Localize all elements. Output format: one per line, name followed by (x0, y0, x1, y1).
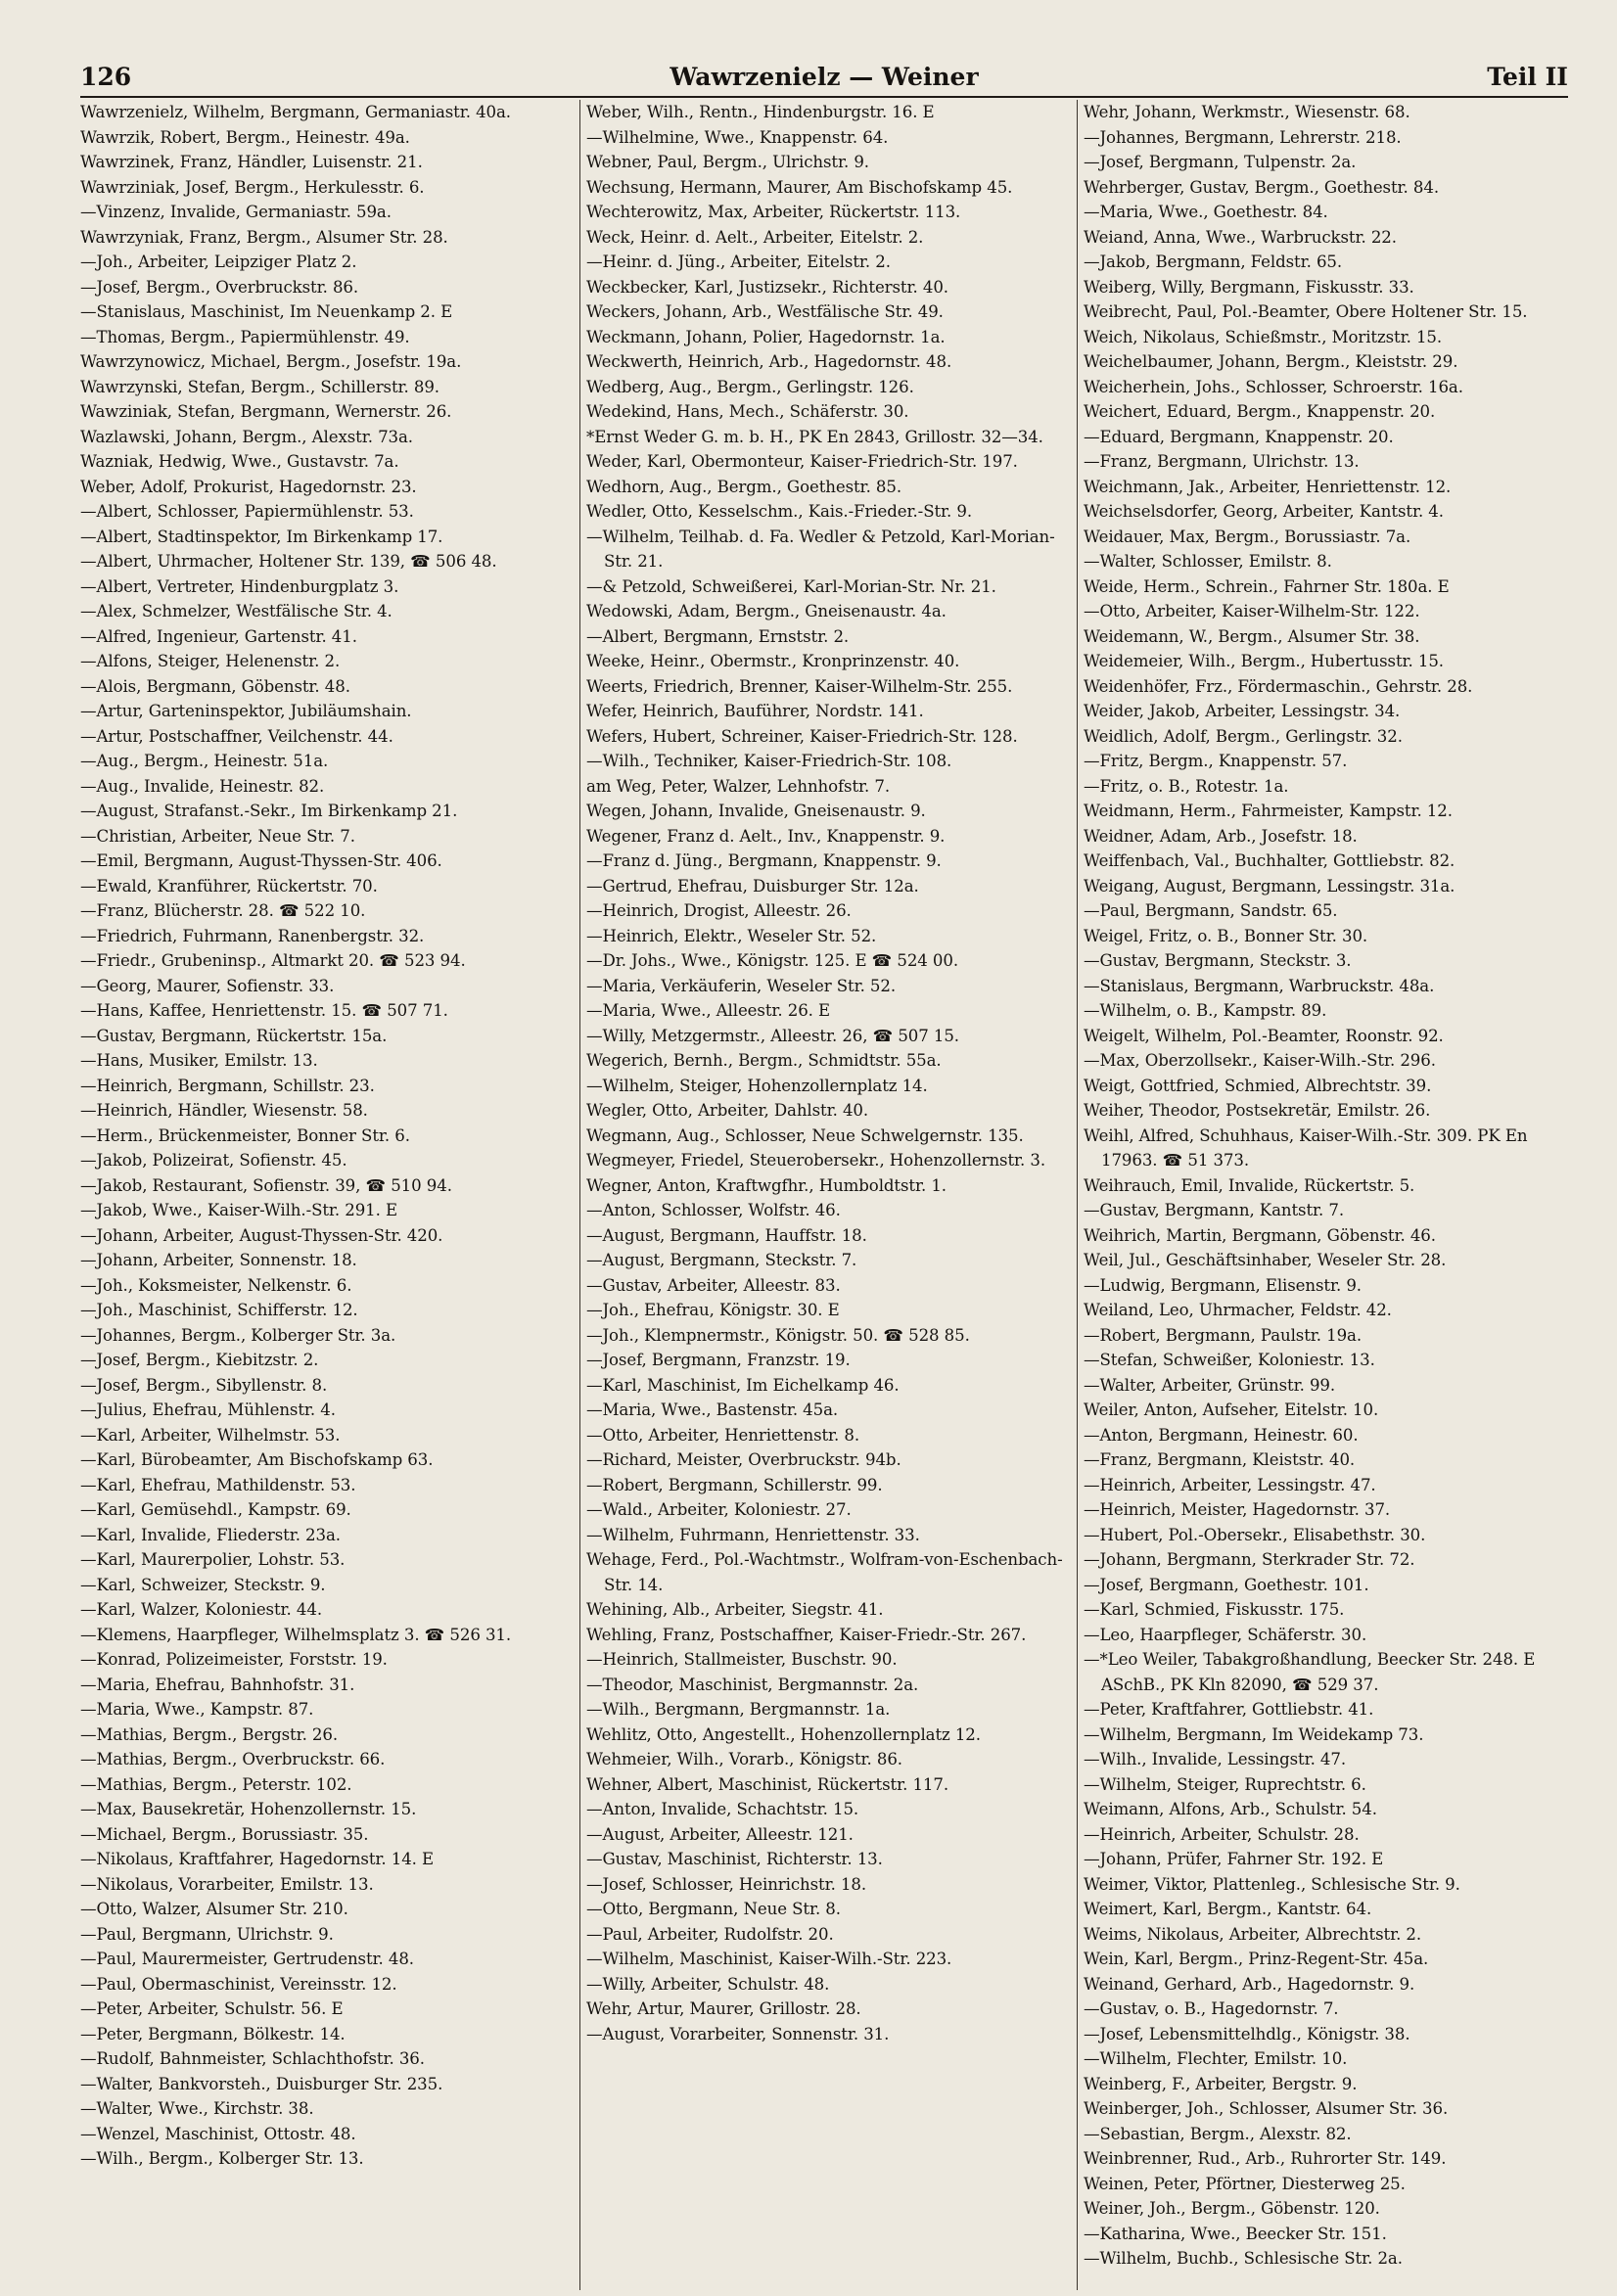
directory-entry: —Heinrich, Drogist, Alleestr. 26. (586, 901, 852, 920)
directory-entry: Weims, Nikolaus, Arbeiter, Albrechtstr. 2. (1084, 1924, 1422, 1944)
directory-entry: —Max, Oberzollsekr., Kaiser-Wilh.-Str. 296. (1084, 1051, 1436, 1070)
directory-entry: Wehlitz, Otto, Angestellt., Hohenzollernplatz 12. (586, 1724, 981, 1744)
directory-entry: —Ludwig, Bergmann, Elisenstr. 9. (1084, 1275, 1362, 1295)
directory-entry: —Johann, Arbeiter, August-Thyssen-Str. 420. (80, 1225, 443, 1245)
directory-entry: —Gertrud, Ehefrau, Duisburger Str. 12a. (586, 876, 919, 895)
directory-entry: Weiffenbach, Val., Buchhalter, Gottliebstr. 82. (1084, 851, 1455, 870)
directory-entry: Weidmann, Herm., Fahrmeister, Kampstr. 12. (1084, 802, 1453, 820)
directory-entry: —Maria, Wwe., Goethestr. 84. (1084, 203, 1328, 221)
directory-entry: Weder, Karl, Obermonteur, Kaiser-Friedrich-Str. 197. (586, 452, 1018, 471)
directory-entry: —Anton, Bergmann, Heinestr. 60. (1084, 1425, 1359, 1445)
directory-entry: —Gustav, Bergmann, Steckstr. 3. (1084, 951, 1352, 970)
directory-entry: —Otto, Walzer, Alsumer Str. 210. (80, 1900, 348, 1918)
directory-entry: —Karl, Arbeiter, Wilhelmstr. 53. (80, 1425, 341, 1445)
directory-entry: Wehling, Franz, Postschaffner, Kaiser-Friedr.-Str. 267. (586, 1625, 1027, 1644)
directory-entry: —Heinrich, Händler, Wiesenstr. 58. (80, 1101, 368, 1120)
directory-entry: Wehage, Ferd., Pol.-Wachtmstr., Wolfram-von-Eschenbach-Str. 14. (586, 1550, 1063, 1594)
directory-entry: Weber, Adolf, Prokurist, Hagedornstr. 23. (80, 477, 417, 496)
directory-entry: Wedler, Otto, Kesselschm., Kais.-Frieder.-Str. 9. (586, 502, 973, 521)
directory-entry: Wefers, Hubert, Schreiner, Kaiser-Friedrich-Str. 128. (586, 726, 1018, 746)
directory-entry: —Alfred, Ingenieur, Gartenstr. 41. (80, 626, 357, 646)
directory-entry: —Artur, Garteninspektor, Jubiläumshain. (80, 702, 412, 720)
directory-entry: Weckwerth, Heinrich, Arb., Hagedornstr. 48. (586, 352, 952, 371)
running-title: Wawrzenielz — Weiner (670, 63, 979, 91)
directory-entry: —Otto, Arbeiter, Kaiser-Wilhelm-Str. 122. (1084, 602, 1420, 620)
directory-entry: Weiler, Anton, Aufseher, Eitelstr. 10. (1084, 1401, 1379, 1419)
directory-entry: —Vinzenz, Invalide, Germaniastr. 59a. (80, 203, 392, 221)
directory-entry: —Otto, Bergmann, Neue Str. 8. (586, 1900, 841, 1918)
directory-entry: —Gustav, Maschinist, Richterstr. 13. (586, 1850, 883, 1868)
directory-entry: Wegerich, Bernh., Bergm., Schmidtstr. 55a. (586, 1051, 942, 1070)
directory-entry: Wawziniak, Stefan, Bergmann, Wernerstr. 26. (80, 402, 452, 421)
directory-entry: —August, Bergmann, Hauffstr. 18. (586, 1225, 867, 1245)
directory-entry: —Dr. Johs., Wwe., Königstr. 125. E ☎ 524 00. (586, 951, 959, 970)
directory-entry: —Jakob, Polizeirat, Sofienstr. 45. (80, 1151, 347, 1170)
directory-entry: —Georg, Maurer, Sofienstr. 33. (80, 976, 335, 995)
directory-entry: —Maria, Wwe., Bastenstr. 45a. (586, 1401, 839, 1419)
directory-entry: —Wilh., Invalide, Lessingstr. 47. (1084, 1750, 1347, 1768)
directory-entry: Weichelbaumer, Johann, Bergm., Kleiststr. 29. (1084, 352, 1458, 371)
directory-entry: —Wilhelm, Maschinist, Kaiser-Wilh.-Str. 223. (586, 1950, 952, 1968)
directory-entry: Wedekind, Hans, Mech., Schäferstr. 30. (586, 402, 909, 421)
directory-entry: —Hans, Kaffee, Henriettenstr. 15. ☎ 507 71. (80, 1001, 448, 1020)
directory-entry: Weckbecker, Karl, Justizsekr., Richterstr. 40. (586, 277, 948, 297)
directory-entry: Wedberg, Aug., Bergm., Gerlingstr. 126. (586, 377, 914, 396)
directory-entry: —Mathias, Bergm., Bergstr. 26. (80, 1724, 339, 1744)
directory-entry: —Johannes, Bergm., Kolberger Str. 3a. (80, 1325, 396, 1345)
directory-entry: —Josef, Bergm., Overbruckstr. 86. (80, 277, 359, 297)
directory-entry: Wazlawski, Johann, Bergm., Alexstr. 73a. (80, 427, 413, 446)
directory-entry: —Paul, Maurermeister, Gertrudenstr. 48. (80, 1950, 414, 1968)
directory-entry: —August, Strafanst.-Sekr., Im Birkenkamp 21. (80, 802, 458, 820)
directory-entry: —Heinr. d. Jüng., Arbeiter, Eitelstr. 2. (586, 253, 891, 271)
directory-entry: Weichert, Eduard, Bergm., Knappenstr. 20. (1084, 402, 1436, 421)
directory-entry: Weicherhein, Johs., Schlosser, Schroerstr. 16a. (1084, 377, 1463, 396)
directory-entry: —Albert, Stadtinspektor, Im Birkenkamp 17. (80, 527, 443, 546)
part-label: Teil II (1487, 63, 1568, 91)
directory-entry: —Aug., Invalide, Heinestr. 82. (80, 776, 325, 796)
directory-entry: Wawrzynowicz, Michael, Bergm., Josefstr. 19a. (80, 352, 462, 371)
directory-entry: Weimert, Karl, Bergm., Kantstr. 64. (1084, 1900, 1372, 1918)
directory-entry: Weckers, Johann, Arb., Westfälische Str. 49. (586, 302, 944, 321)
directory-entry: —Joh., Ehefrau, Königstr. 30. E (586, 1301, 840, 1319)
directory-entry: —Wilhelm, o. B., Kampstr. 89. (1084, 1001, 1327, 1020)
directory-entry: —Karl, Invalide, Fliederstr. 23a. (80, 1525, 341, 1544)
directory-entry: —Peter, Arbeiter, Schulstr. 56. E (80, 1999, 344, 2018)
directory-entry: Weigang, August, Bergmann, Lessingstr. 31a. (1084, 876, 1455, 895)
directory-entry: Weichmann, Jak., Arbeiter, Henriettenstr. 12. (1084, 477, 1452, 496)
directory-entry: —Josef, Lebensmittelhdlg., Königstr. 38. (1084, 2024, 1410, 2043)
directory-entry: —Michael, Bergm., Borussiastr. 35. (80, 1824, 369, 1844)
directory-entry: —Mathias, Bergm., Peterstr. 102. (80, 1774, 352, 1794)
directory-entry: —Herm., Brückenmeister, Bonner Str. 6. (80, 1125, 410, 1145)
directory-entry: Wegler, Otto, Arbeiter, Dahlstr. 40. (586, 1101, 869, 1120)
directory-entry: —Josef, Bergmann, Goethestr. 101. (1084, 1575, 1369, 1594)
column-1 (80, 100, 560, 2290)
directory-entry: Wehining, Alb., Arbeiter, Siegstr. 41. (586, 1600, 884, 1619)
directory-entry: —Willy, Metzgermstr., Alleestr. 26, ☎ 507 15. (586, 1026, 959, 1045)
directory-entry: —Klemens, Haarpfleger, Wilhelmsplatz 3. ☎ 526 31. (80, 1625, 512, 1644)
directory-entry: Weckmann, Johann, Polier, Hagedornstr. 1a. (586, 327, 946, 346)
directory-entry: Wehrberger, Gustav, Bergm., Goethestr. 84. (1084, 177, 1439, 197)
directory-entry: Weck, Heinr. d. Aelt., Arbeiter, Eitelstr. 2. (586, 227, 924, 247)
directory-entry: —Franz, Bergmann, Ulrichstr. 13. (1084, 452, 1360, 471)
directory-entry: Weiher, Theodor, Postsekretär, Emilstr. 26. (1084, 1101, 1431, 1120)
directory-entry: —Heinrich, Arbeiter, Schulstr. 28. (1084, 1824, 1360, 1844)
directory-entry: Weidemeier, Wilh., Bergm., Hubertusstr. 15. (1084, 652, 1444, 670)
directory-entry: Wegner, Anton, Kraftwgfhr., Humboldtstr. 1. (586, 1175, 947, 1195)
directory-entry: —Theodor, Maschinist, Bergmannstr. 2a. (586, 1675, 919, 1694)
directory-entry: Wehmeier, Wilh., Vorarb., Königstr. 86. (586, 1750, 902, 1768)
directory-entry: Weerts, Friedrich, Brenner, Kaiser-Wilhelm-Str. 255. (586, 676, 1013, 696)
directory-entry: —Gustav, Bergmann, Rückertstr. 15a. (80, 1026, 388, 1045)
directory-entry: —Alfons, Steiger, Helenenstr. 2. (80, 652, 341, 670)
directory-entry: —Anton, Invalide, Schachtstr. 15. (586, 1800, 859, 1818)
directory-entry: Weiberg, Willy, Bergmann, Fiskusstr. 33. (1084, 277, 1414, 297)
directory-entry: Weber, Wilh., Rentn., Hindenburgstr. 16. E (586, 103, 935, 121)
directory-entry: —Walter, Wwe., Kirchstr. 38. (80, 2099, 314, 2118)
directory-entry: Wedowski, Adam, Bergm., Gneisenaustr. 4a. (586, 602, 947, 620)
directory-entry: Weigt, Gottfried, Schmied, Albrechtstr. 39. (1084, 1076, 1432, 1095)
directory-entry: —Fritz, Bergm., Knappenstr. 57. (1084, 752, 1348, 770)
directory-entry: —Sebastian, Bergm., Alexstr. 82. (1084, 2124, 1352, 2143)
directory-entry: —Nikolaus, Vorarbeiter, Emilstr. 13. (80, 1874, 374, 1894)
directory-entry: —Wilhelm, Buchb., Schlesische Str. 2a. (1084, 2249, 1403, 2268)
directory-entry: —Heinrich, Stallmeister, Buschstr. 90. (586, 1650, 898, 1669)
directory-entry: —Wilh., Bergmann, Bergmannstr. 1a. (586, 1700, 891, 1719)
directory-entry: —Friedrich, Fuhrmann, Ranenbergstr. 32. (80, 926, 425, 945)
directory-entry: —Gustav, Arbeiter, Alleestr. 83. (586, 1275, 841, 1295)
directory-entry: —Albert, Bergmann, Ernststr. 2. (586, 626, 850, 646)
directory-entry: —Albert, Uhrmacher, Holtener Str. 139, ☎ 506 48. (80, 552, 497, 571)
directory-entry: —Konrad, Polizeimeister, Forststr. 19. (80, 1650, 388, 1669)
directory-entry: Weidauer, Max, Bergm., Borussiastr. 7a. (1084, 527, 1411, 546)
directory-entry: —Wilhelm, Steiger, Hohenzollernplatz 14. (586, 1076, 928, 1095)
directory-entry: —Julius, Ehefrau, Mühlenstr. 4. (80, 1401, 336, 1419)
directory-entry: —Willy, Arbeiter, Schulstr. 48. (586, 1974, 830, 1994)
directory-entry: Weinberg, F., Arbeiter, Bergstr. 9. (1084, 2074, 1358, 2093)
directory-entry: Weimann, Alfons, Arb., Schulstr. 54. (1084, 1800, 1377, 1818)
directory-entry: —Josef, Bergm., Sibyllenstr. 8. (80, 1375, 328, 1395)
directory-entry: —Jakob, Wwe., Kaiser-Wilh.-Str. 291. E (80, 1201, 397, 1219)
column-3 (1077, 100, 1573, 2290)
directory-entry: —Leo, Haarpfleger, Schäferstr. 30. (1084, 1625, 1367, 1644)
directory-entry: —Karl, Maschinist, Im Eichelkamp 46. (586, 1375, 900, 1395)
directory-entry: Weinberger, Joh., Schlosser, Alsumer Str. 36. (1084, 2099, 1449, 2118)
directory-entry: —Karl, Maurerpolier, Lohstr. 53. (80, 1550, 346, 1569)
directory-entry: —Josef, Schlosser, Heinrichstr. 18. (586, 1874, 867, 1894)
directory-entry: Weiner, Joh., Bergm., Göbenstr. 120. (1084, 2199, 1380, 2218)
directory-entry: —Nikolaus, Kraftfahrer, Hagedornstr. 14. E (80, 1850, 435, 1868)
directory-entry: —Joh., Arbeiter, Leipziger Platz 2. (80, 253, 357, 271)
directory-entry: Weigel, Fritz, o. B., Bonner Str. 30. (1084, 926, 1368, 945)
directory-entry: —Ewald, Kranführer, Rückertstr. 70. (80, 876, 378, 895)
directory-entry: Weinand, Gerhard, Arb., Hagedornstr. 9. (1084, 1974, 1415, 1994)
directory-entry: Weidenhöfer, Frz., Fördermaschin., Gehrstr. 28. (1084, 676, 1473, 696)
directory-entry: *Ernst Weder G. m. b. H., PK En 2843, Grillostr. 32—34. (586, 427, 1043, 446)
directory-entry: —Heinrich, Meister, Hagedornstr. 37. (1084, 1500, 1391, 1519)
page-number: 126 (80, 63, 132, 91)
directory-entry: Wedhorn, Aug., Bergm., Goethestr. 85. (586, 477, 902, 496)
directory-entry: Weiland, Leo, Uhrmacher, Feldstr. 42. (1084, 1301, 1392, 1319)
directory-entry: Weihrauch, Emil, Invalide, Rückertstr. 5. (1084, 1175, 1415, 1195)
directory-entry: —Franz, Bergmann, Kleiststr. 40. (1084, 1450, 1356, 1469)
directory-entry: Weichselsdorfer, Georg, Arbeiter, Kantstr. 4. (1084, 502, 1444, 521)
directory-entry: —Joh., Klempnermstr., Königstr. 50. ☎ 528 85. (586, 1325, 970, 1345)
directory-entry: —Max, Bausekretär, Hohenzollernstr. 15. (80, 1800, 417, 1818)
directory-entry: —Karl, Bürobeamter, Am Bischofskamp 63. (80, 1450, 434, 1469)
directory-entry: Weidner, Adam, Arb., Josefstr. 18. (1084, 826, 1358, 846)
directory-entry: —Walter, Bankvorsteh., Duisburger Str. 235. (80, 2074, 443, 2093)
directory-entry: Weinbrenner, Rud., Arb., Ruhrorter Str. 149. (1084, 2149, 1447, 2168)
directory-entry: Wefer, Heinrich, Bauführer, Nordstr. 141. (586, 702, 924, 720)
directory-entry: —Jakob, Restaurant, Sofienstr. 39, ☎ 510 94. (80, 1175, 452, 1195)
directory-entry: Weigelt, Wilhelm, Pol.-Beamter, Roonstr. 92. (1084, 1026, 1444, 1045)
directory-entry: —Gustav, o. B., Hagedornstr. 7. (1084, 1999, 1339, 2018)
directory-entry: —Albert, Vertreter, Hindenburgplatz 3. (80, 576, 399, 596)
directory-entry: —Wenzel, Maschinist, Ottostr. 48. (80, 2124, 356, 2143)
directory-entry: Weich, Nikolaus, Schießmstr., Moritzstr. 15. (1084, 327, 1443, 346)
directory-entry: —Robert, Bergmann, Paulstr. 19a. (1084, 1325, 1363, 1345)
directory-entry: Wechsung, Hermann, Maurer, Am Bischofskamp 45. (586, 177, 1013, 197)
directory-entry: Wein, Karl, Bergm., Prinz-Regent-Str. 45a. (1084, 1950, 1429, 1968)
directory-entry: Weinen, Peter, Pförtner, Diesterweg 25. (1084, 2174, 1406, 2193)
directory-entry: —Otto, Arbeiter, Henriettenstr. 8. (586, 1425, 860, 1445)
directory-entry: am Weg, Peter, Walzer, Lehnhofstr. 7. (586, 776, 891, 796)
directory-entry: Wegmeyer, Friedel, Steuerobersekr., Hohenzollernstr. 3. (586, 1151, 1046, 1170)
directory-entry: —Wilhelm, Fuhrmann, Henriettenstr. 33. (586, 1525, 920, 1544)
directory-entry: —Franz d. Jüng., Bergmann, Knappenstr. 9. (586, 851, 942, 870)
directory-entry: —Maria, Ehefrau, Bahnhofstr. 31. (80, 1675, 355, 1694)
directory-entry: —August, Vorarbeiter, Sonnenstr. 31. (586, 2024, 890, 2043)
directory-entry: Wawrzik, Robert, Bergm., Heinestr. 49a. (80, 127, 410, 147)
directory-entry: —Josef, Bergmann, Franzstr. 19. (586, 1351, 851, 1369)
directory-entry: —Johann, Arbeiter, Sonnenstr. 18. (80, 1251, 357, 1269)
directory-entry: —Johannes, Bergmann, Lehrerstr. 218. (1084, 127, 1402, 147)
directory-entry: —Heinrich, Bergmann, Schillstr. 23. (80, 1076, 375, 1095)
directory-entry: —Johann, Bergmann, Sterkrader Str. 72. (1084, 1550, 1415, 1569)
column-2 (579, 100, 1074, 2290)
directory-entry: Wawrzynski, Stefan, Bergm., Schillerstr. 89. (80, 377, 439, 396)
directory-entry: —Franz, Blücherstr. 28. ☎ 522 10. (80, 901, 366, 920)
directory-entry: —Walter, Schlosser, Emilstr. 8. (1084, 552, 1332, 571)
directory-entry: —Stefan, Schweißer, Koloniestr. 13. (1084, 1351, 1375, 1369)
directory-entry: Weihl, Alfred, Schuhhaus, Kaiser-Wilh.-Str. 309. PK En 17963. ☎ 51 373. (1084, 1125, 1528, 1170)
directory-entry: Weide, Herm., Schrein., Fahrner Str. 180a. E (1084, 576, 1450, 596)
directory-entry: —Heinrich, Elektr., Weseler Str. 52. (586, 926, 877, 945)
directory-entry: —Mathias, Bergm., Overbruckstr. 66. (80, 1750, 386, 1768)
directory-entry: —Alex, Schmelzer, Westfälische Str. 4. (80, 602, 393, 620)
directory-entry: —Walter, Arbeiter, Grünstr. 99. (1084, 1375, 1336, 1395)
directory-entry: Weider, Jakob, Arbeiter, Lessingstr. 34. (1084, 702, 1401, 720)
directory-entry: —Albert, Schlosser, Papiermühlenstr. 53. (80, 502, 414, 521)
directory-entry: —Eduard, Bergmann, Knappenstr. 20. (1084, 427, 1394, 446)
directory-entry: —Stanislaus, Maschinist, Im Neuenkamp 2. E (80, 302, 453, 321)
directory-entry: —Paul, Obermaschinist, Vereinsstr. 12. (80, 1974, 397, 1994)
directory-entry: —Josef, Bergm., Kiebitzstr. 2. (80, 1351, 319, 1369)
directory-entry: —Maria, Wwe., Kampstr. 87. (80, 1700, 314, 1719)
directory-entry: —Emil, Bergmann, August-Thyssen-Str. 406. (80, 851, 442, 870)
directory-entry: Weeke, Heinr., Obermstr., Kronprinzenstr. 40. (586, 652, 960, 670)
directory-entry: —Peter, Kraftfahrer, Gottliebstr. 41. (1084, 1700, 1374, 1719)
directory-entry: —Heinrich, Arbeiter, Lessingstr. 47. (1084, 1475, 1376, 1494)
directory-entry: Wegen, Johann, Invalide, Gneisenaustr. 9. (586, 802, 926, 820)
directory-entry: —Hubert, Pol.-Obersekr., Elisabethstr. 30. (1084, 1525, 1426, 1544)
directory-entry: —Alois, Bergmann, Göbenstr. 48. (80, 676, 350, 696)
directory-entry: —Karl, Walzer, Koloniestr. 44. (80, 1600, 322, 1619)
directory-entry: —Maria, Verkäuferin, Weseler Str. 52. (586, 976, 897, 995)
directory-entry: Wehr, Johann, Werkmstr., Wiesenstr. 68. (1084, 103, 1410, 121)
directory-entry: —Peter, Bergmann, Bölkestr. 14. (80, 2024, 346, 2043)
directory-entry: —August, Bergmann, Steckstr. 7. (586, 1251, 857, 1269)
directory-entry: Wawrzenielz, Wilhelm, Bergmann, Germaniastr. 40a. (80, 103, 511, 121)
directory-entry: Weidlich, Adolf, Bergm., Gerlingstr. 32. (1084, 726, 1403, 746)
directory-entry: —August, Arbeiter, Alleestr. 121. (586, 1824, 854, 1844)
directory-entry: —Aug., Bergm., Heinestr. 51a. (80, 752, 329, 770)
directory-entry: —Paul, Arbeiter, Rudolfstr. 20. (586, 1924, 834, 1944)
directory-entry: —Fritz, o. B., Rotestr. 1a. (1084, 776, 1289, 796)
directory-entry: Wechterowitz, Max, Arbeiter, Rückertstr. 113. (586, 203, 961, 221)
directory-entry: Weihrich, Martin, Bergmann, Göbenstr. 46. (1084, 1225, 1436, 1245)
directory-entry: —Wilhelm, Steiger, Ruprechtstr. 6. (1084, 1774, 1366, 1794)
directory-entry: Wazniak, Hedwig, Wwe., Gustavstr. 7a. (80, 452, 399, 471)
directory-entry: —Anton, Schlosser, Wolfstr. 46. (586, 1201, 841, 1219)
directory-entry: Weiand, Anna, Wwe., Warbruckstr. 22. (1084, 227, 1397, 247)
directory-entry: —Wilhelm, Bergmann, Im Weidekamp 73. (1084, 1724, 1424, 1744)
directory-entry: Wegener, Franz d. Aelt., Inv., Knappenstr. 9. (586, 826, 946, 846)
directory-entry: Wawrzyniak, Franz, Bergm., Alsumer Str. 28. (80, 227, 448, 247)
directory-entry: —Gustav, Bergmann, Kantstr. 7. (1084, 1201, 1345, 1219)
directory-entry: —Maria, Wwe., Alleestr. 26. E (586, 1001, 831, 1020)
directory-entry: Weimer, Viktor, Plattenleg., Schlesische Str. 9. (1084, 1874, 1460, 1894)
directory-entry: Wawrzinek, Franz, Händler, Luisenstr. 21. (80, 153, 423, 171)
directory-entry: —Joh., Maschinist, Schifferstr. 12. (80, 1301, 358, 1319)
directory-entry: —Rudolf, Bahnmeister, Schlachthofstr. 36. (80, 2049, 425, 2068)
directory-entry: Weidemann, W., Bergm., Alsumer Str. 38. (1084, 626, 1420, 646)
directory-entry: —Christian, Arbeiter, Neue Str. 7. (80, 826, 355, 846)
directory-entry: —Karl, Ehefrau, Mathildenstr. 53. (80, 1475, 356, 1494)
directory-entry: —& Petzold, Schweißerei, Karl-Morian-Str. Nr. 21. (586, 576, 996, 596)
directory-entry: —Hans, Musiker, Emilstr. 13. (80, 1051, 318, 1070)
directory-entry: —Jakob, Bergmann, Feldstr. 65. (1084, 253, 1343, 271)
directory-entry: —Artur, Postschaffner, Veilchenstr. 44. (80, 726, 393, 746)
directory-entry: —Stanislaus, Bergmann, Warbruckstr. 48a. (1084, 976, 1435, 995)
directory-entry: —Thomas, Bergm., Papiermühlenstr. 49. (80, 327, 410, 346)
directory-entry: —Paul, Bergmann, Ulrichstr. 9. (80, 1924, 334, 1944)
directory-entry: Wawrziniak, Josef, Bergm., Herkulesstr. 6. (80, 177, 425, 197)
directory-entry: Wehner, Albert, Maschinist, Rückertstr. 117. (586, 1774, 949, 1794)
directory-entry: Weil, Jul., Geschäftsinhaber, Weseler Str. 28. (1084, 1251, 1447, 1269)
directory-entry: —Josef, Bergmann, Tulpenstr. 2a. (1084, 153, 1357, 171)
directory-entry: —Johann, Prüfer, Fahrner Str. 192. E (1084, 1850, 1384, 1868)
directory-entry: —Wilhelm, Teilhab. d. Fa. Wedler & Petzold, Karl-Morian-Str. 21. (586, 527, 1055, 571)
directory-entry: Webner, Paul, Bergm., Ulrichstr. 9. (586, 153, 869, 171)
directory-entry: —Karl, Gemüsehdl., Kampstr. 69. (80, 1500, 351, 1519)
directory-entry: —Wald., Arbeiter, Koloniestr. 27. (586, 1500, 852, 1519)
directory-entry: —Karl, Schmied, Fiskusstr. 175. (1084, 1600, 1345, 1619)
directory-entry: —Friedr., Grubeninsp., Altmarkt 20. ☎ 523 94. (80, 951, 466, 970)
directory-entry: —Wilh., Techniker, Kaiser-Friedrich-Str. 108. (586, 752, 952, 770)
directory-entry: —Wilhelmine, Wwe., Knappenstr. 64. (586, 127, 889, 147)
directory-entry: —Joh., Koksmeister, Nelkenstr. 6. (80, 1275, 352, 1295)
directory-entry: —Richard, Meister, Overbruckstr. 94b. (586, 1450, 901, 1469)
page-header (80, 59, 1568, 98)
directory-entry: Wehr, Artur, Maurer, Grillostr. 28. (586, 1999, 861, 2018)
directory-entry: Weibrecht, Paul, Pol.-Beamter, Obere Holtener Str. 15. (1084, 302, 1528, 321)
directory-entry: —Paul, Bergmann, Sandstr. 65. (1084, 901, 1338, 920)
directory-entry: —Wilh., Bergm., Kolberger Str. 13. (80, 2149, 364, 2168)
directory-entry: —Katharina, Wwe., Beecker Str. 151. (1084, 2224, 1387, 2243)
directory-entry: Wegmann, Aug., Schlosser, Neue Schwelgernstr. 135. (586, 1125, 1024, 1145)
directory-entry: —Robert, Bergmann, Schillerstr. 99. (586, 1475, 883, 1494)
directory-entry: —*Leo Weiler, Tabakgroßhandlung, Beecker Str. 248. E ASchB., PK Kln 82090, ☎ 529 37. (1084, 1650, 1536, 1694)
directory-entry: —Wilhelm, Flechter, Emilstr. 10. (1084, 2049, 1348, 2068)
directory-entry: —Karl, Schweizer, Steckstr. 9. (80, 1575, 326, 1594)
